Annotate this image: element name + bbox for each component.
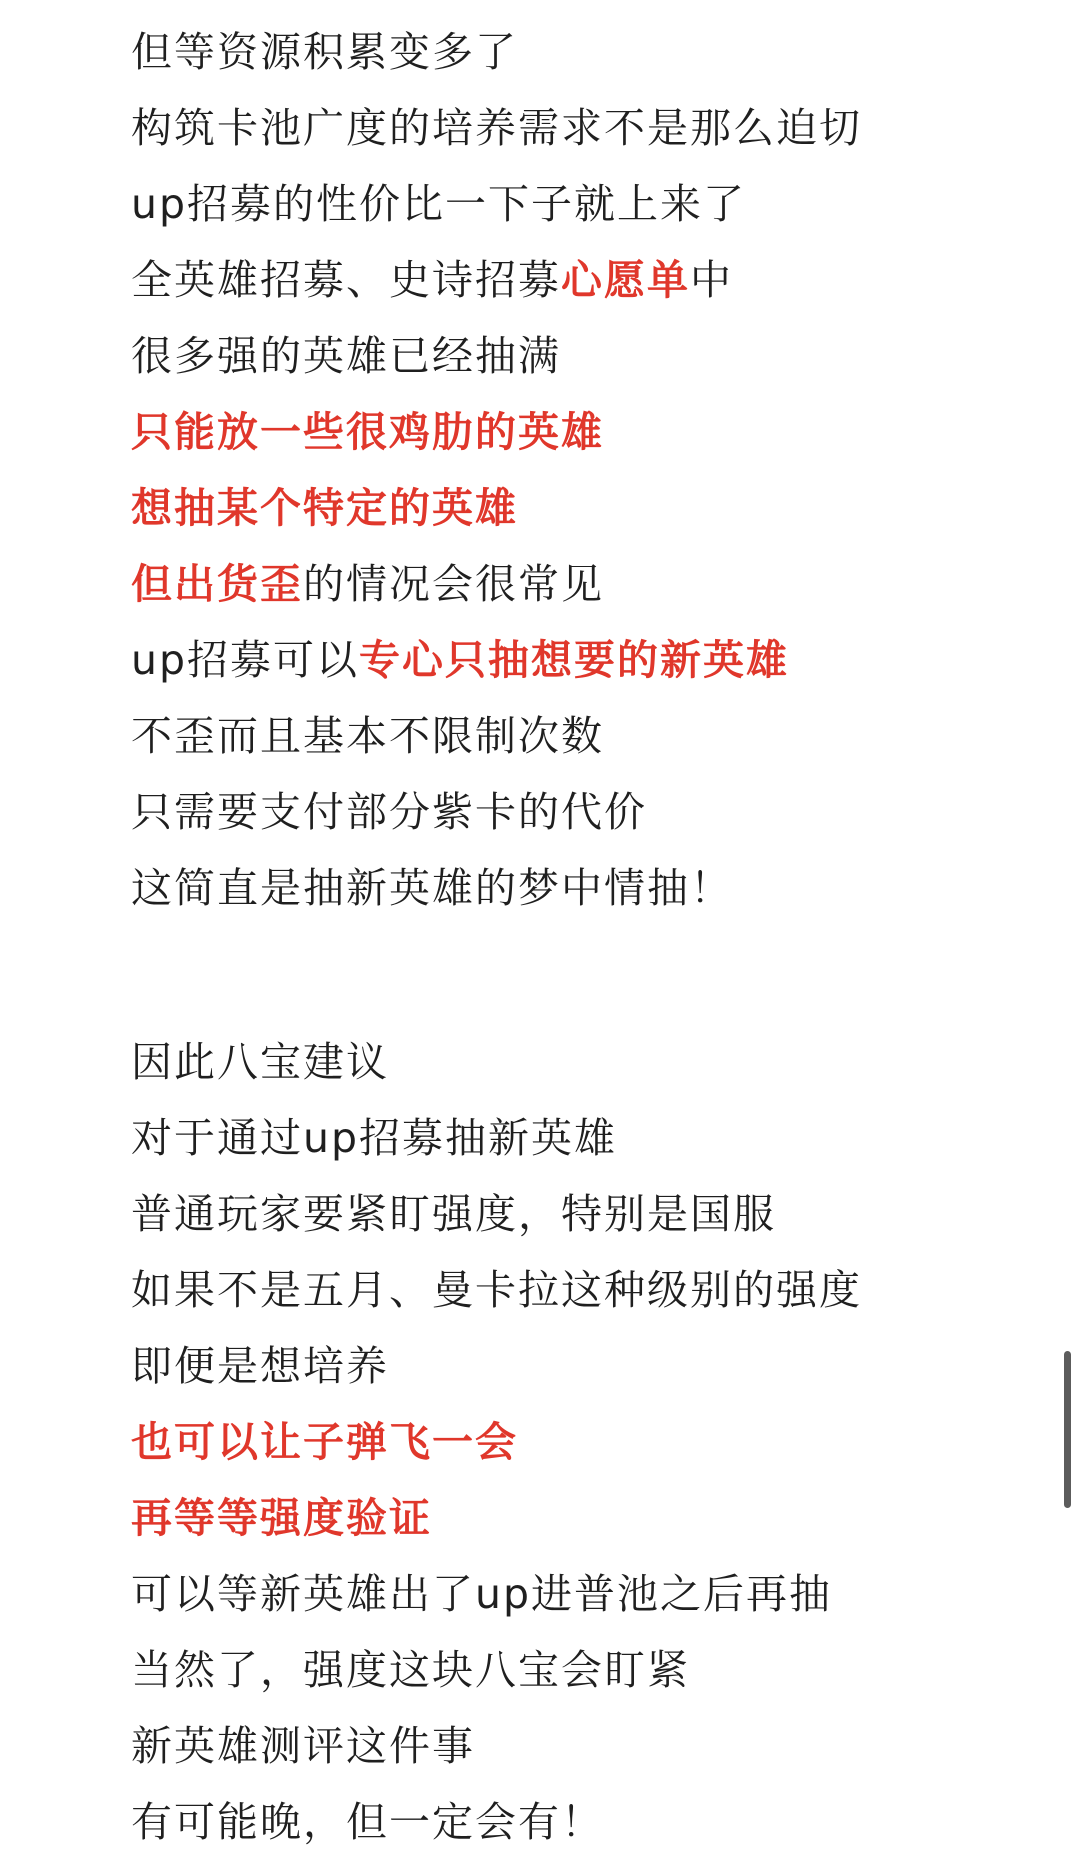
text-line [131, 622, 1031, 698]
text-line [131, 1708, 1031, 1784]
text-line [131, 242, 1031, 318]
text-line [131, 318, 1031, 394]
body-text: up招募可以 [131, 636, 360, 684]
body-text: 全英雄招募、史诗招募 [131, 256, 561, 304]
text-line [131, 546, 1031, 622]
text-line [131, 394, 1031, 470]
text-line [131, 166, 1031, 242]
text-line [131, 1176, 1031, 1252]
body-text: 如果不是五月、曼卡拉这种级别的强度 [131, 1266, 862, 1314]
highlighted-text: 再等等强度验证 [131, 1494, 432, 1542]
body-text: 即便是想培养 [131, 1342, 389, 1390]
text-line [131, 1632, 1031, 1708]
text-line [131, 774, 1031, 850]
blank-line [131, 926, 1031, 1024]
text-line [131, 470, 1031, 546]
text-line [131, 1024, 1031, 1100]
body-text: 有可能晚，但一定会有！ [131, 1798, 604, 1846]
body-text: 普通玩家要紧盯强度，特别是国服 [131, 1190, 776, 1238]
body-text: 可以等新英雄出了up进普池之后再抽 [131, 1570, 833, 1618]
body-text: 的情况会很常见 [303, 560, 604, 608]
highlighted-text: 只能放一些很鸡肋的英雄 [131, 408, 604, 456]
text-line [131, 90, 1031, 166]
text-line [131, 698, 1031, 774]
body-text: 很多强的英雄已经抽满 [131, 332, 561, 380]
text-line [131, 1100, 1031, 1176]
body-text: 但等资源积累变多了 [131, 28, 518, 76]
highlighted-text: 也可以让子弹飞一会 [131, 1418, 518, 1466]
body-text: 对于通过up招募抽新英雄 [131, 1114, 618, 1162]
body-text: 构筑卡池广度的培养需求不是那么迫切 [131, 104, 862, 152]
highlighted-text: 心愿单 [561, 256, 690, 304]
text-line [131, 1480, 1031, 1556]
text-line [131, 1556, 1031, 1632]
highlighted-text: 但出货歪 [131, 560, 303, 608]
article-body [131, 14, 1031, 1860]
highlighted-text: 专心只抽想要的新英雄 [359, 636, 790, 684]
body-text: 中 [690, 256, 733, 304]
scrollbar[interactable] [1064, 1351, 1071, 1508]
body-text: 只需要支付部分紫卡的代价 [131, 788, 647, 836]
text-line [131, 1404, 1031, 1480]
body-text: 不歪而且基本不限制次数 [131, 712, 604, 760]
body-text: up招募的性价比一下子就上来了 [131, 180, 747, 228]
body-text: 这简直是抽新英雄的梦中情抽！ [131, 864, 733, 912]
text-line [131, 14, 1031, 90]
body-text: 因此八宝建议 [131, 1038, 389, 1086]
text-line [131, 850, 1031, 926]
body-text: 当然了，强度这块八宝会盯紧 [131, 1646, 690, 1694]
text-line [131, 1252, 1031, 1328]
body-text: 新英雄测评这件事 [131, 1722, 475, 1770]
text-line [131, 1328, 1031, 1404]
text-line [131, 1784, 1031, 1860]
highlighted-text: 想抽某个特定的英雄 [131, 484, 518, 532]
